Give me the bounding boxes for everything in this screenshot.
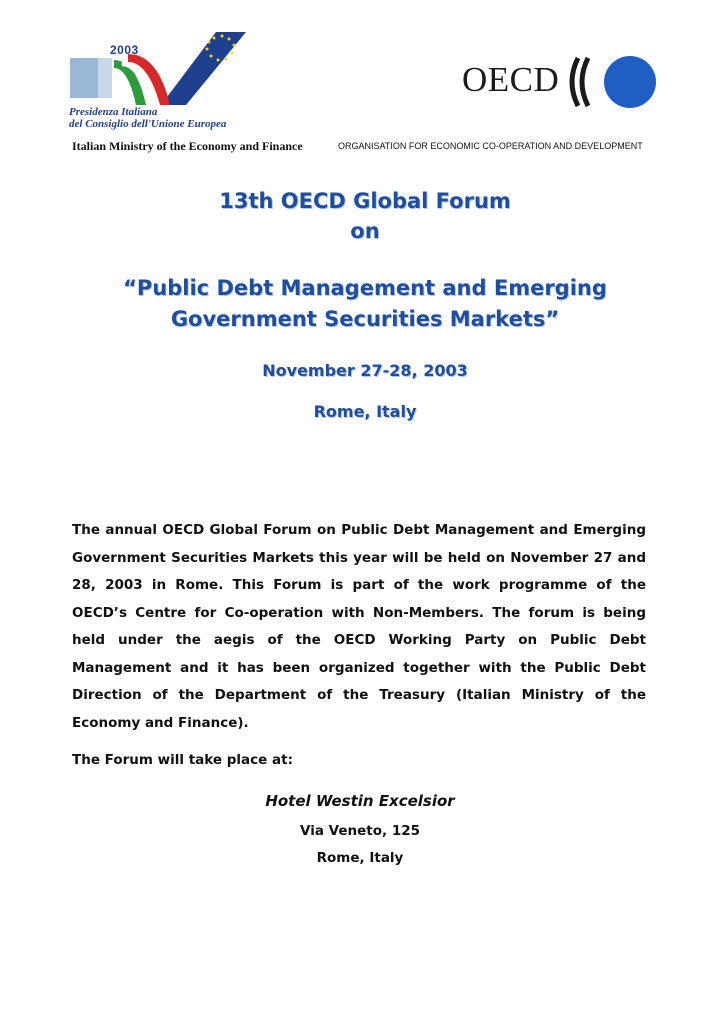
venue-intro: The Forum will take place at: bbox=[72, 752, 293, 768]
forum-title-line4: Government Securities Markets” bbox=[170, 307, 560, 331]
forum-title-line2: on bbox=[350, 219, 380, 243]
forum-description: The annual OECD Global Forum on Public Debt Management and Emerging Government Securities Markets this year will be held on November 27 and 28, 2003 in Rome. This Forum is part of the work programme of the OECD’s Centre for Co-operation with Non-Members. The forum is being held under the aegis of the OECD Working Party on Public Debt Management and it has been organized together with the Public Debt Direction of the Department of the Treasury (Italian Ministry of the Economy and Finance). bbox=[72, 522, 646, 731]
eu-logo-caption bbox=[69, 106, 226, 130]
forum-title-line1: 13th OECD Global Forum bbox=[219, 189, 511, 213]
oecd-wordmark: OECD bbox=[462, 60, 560, 99]
forum-title-line3: “Public Debt Management and Emerging bbox=[123, 276, 607, 300]
eu-caption-line2: del Consiglio dell'Unione Europea bbox=[69, 118, 227, 130]
organisation-name: ORGANISATION FOR ECONOMIC CO-OPERATION AND DEVELOPMENT bbox=[338, 141, 643, 151]
venue-name: Hotel Westin Excelsior bbox=[265, 792, 455, 810]
ministry-name: Italian Ministry of the Economy and Finance bbox=[72, 139, 303, 153]
eu-caption-line1: Presidenza Italiana bbox=[69, 106, 158, 118]
eu-logo-year: 2003 bbox=[110, 43, 139, 57]
forum-date: November 27-28, 2003 bbox=[262, 361, 468, 380]
venue-city: Rome, Italy bbox=[316, 850, 404, 866]
forum-place: Rome, Italy bbox=[313, 402, 417, 421]
venue-street: Via Veneto, 125 bbox=[299, 823, 421, 839]
